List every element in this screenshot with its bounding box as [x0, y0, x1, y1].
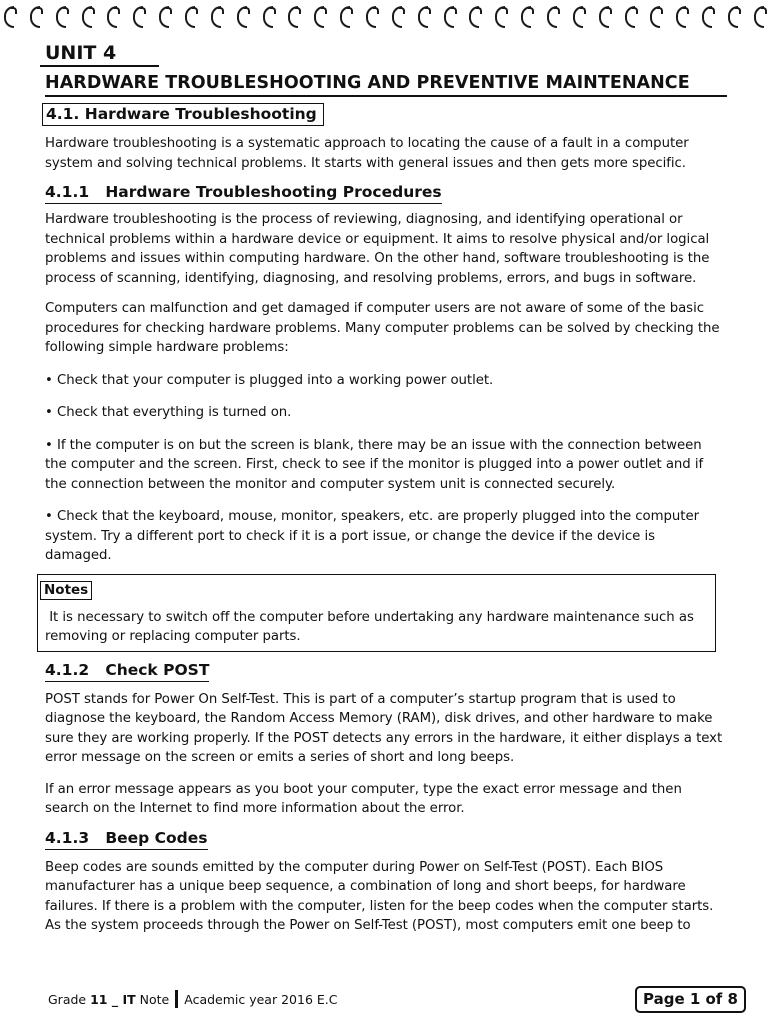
spiral-ring	[288, 6, 298, 28]
section-4-1-1-para-2: Computers can malfunction and get damaged if computer users are not aware of some of the basic procedures for checking hardware problems. Many computer problems can be solved by checking the following simple hardware problems:	[45, 301, 720, 355]
bullet-item: • Check that everything is turned on.	[45, 405, 292, 420]
document-page	[45, 42, 725, 936]
spiral-ring	[237, 6, 247, 28]
spiral-ring	[495, 6, 505, 28]
spiral-ring	[56, 6, 66, 28]
spiral-ring	[392, 6, 402, 28]
footer-grade-prefix: Grade	[48, 991, 91, 1007]
bullet-item: • If the computer is on but the screen is blank, there may be an issue with the connection between the computer and the screen. First, check to see if the monitor is plugged into a power outlet and if the connection between the monitor and computer system unit is connected securely.	[45, 437, 704, 492]
footer-note-word: Note	[135, 991, 170, 1007]
footer-divider	[175, 990, 178, 1008]
notes-box	[37, 574, 716, 652]
footer-academic-year: Academic year 2016 E.C	[184, 991, 338, 1007]
section-4-1-3-para-1: Beep codes are sounds emitted by the computer during Power on Self-Test (POST). Each BIOS manufacturer has a unique beep sequence, a combination of long and short beeps, for hardware failures. If there is a problem with the computer, listen for the beep codes when the computer starts. As the system proceeds through the Power on Self-Test (POST), most computers emit one beep to	[45, 859, 714, 933]
spiral-ring	[418, 6, 428, 28]
spiral-ring	[185, 6, 195, 28]
spiral-ring	[650, 6, 660, 28]
section-4-1-1-para-1: Hardware troubleshooting is the process of reviewing, diagnosing, and identifying operational or technical problems within a hardware device or equipment. It aims to resolve physical and/or logical problems and issues within computing hardware. On the other hand, software troubleshooting is the process of scanning, identifying, diagnosing, and resolving problems, errors, and bugs in software.	[45, 212, 710, 286]
bullet-item: • Check that the keyboard, mouse, monitor, speakers, etc. are properly plugged into the computer system. Try a different port to check if it is a port issue, or change the device if the device is damaged.	[45, 509, 699, 563]
spiral-ring	[573, 6, 583, 28]
spiral-ring	[314, 6, 324, 28]
spiral-ring	[4, 6, 14, 28]
footer-subject: IT	[122, 991, 136, 1007]
spiral-ring	[625, 6, 635, 28]
section-4-1-1-heading: 4.1.1 Hardware Troubleshooting Procedures	[45, 183, 442, 204]
spiral-ring	[82, 6, 92, 28]
spiral-ring	[30, 6, 40, 28]
footer-grade-sep: _	[107, 991, 123, 1007]
spiral-ring	[728, 6, 738, 28]
spiral-ring	[263, 6, 273, 28]
spiral-ring	[159, 6, 169, 28]
section-4-1-2-para-2: If an error message appears as you boot your computer, type the exact error message and then search on the Internet to find more information about the error.	[45, 781, 682, 816]
spiral-binding	[0, 6, 768, 36]
notes-label: Notes	[40, 581, 92, 600]
spiral-ring	[676, 6, 686, 28]
notes-text: It is necessary to switch off the computer before undertaking any hardware maintenance such as removing or replacing computer parts.	[45, 609, 699, 644]
section-4-1-3-heading: 4.1.3 Beep Codes	[45, 829, 208, 850]
unit-title: UNIT 4	[40, 42, 159, 67]
spiral-ring	[702, 6, 712, 28]
spiral-ring	[340, 6, 350, 28]
section-4-1-heading: 4.1. Hardware Troubleshooting	[42, 103, 324, 126]
section-4-1-2-heading: 4.1.2 Check POST	[45, 661, 209, 682]
spiral-ring	[366, 6, 376, 28]
section-4-1-2-para-1: POST stands for Power On Self-Test. This is part of a computer’s startup program that is used to diagnose the keyboard, the Random Access Memory (RAM), disk drives, and other hardware to make sure they are working properly. If the POST detects any errors in the hardware, it either displays a text error message on the screen or emits a series of short and long beeps.	[45, 691, 723, 765]
page-footer	[48, 990, 337, 1008]
spiral-ring	[521, 6, 531, 28]
section-4-1-intro: Hardware troubleshooting is a systematic approach to locating the cause of a fault in a computer system and solving technical problems. It starts with general issues and then gets more specific.	[45, 136, 689, 171]
spiral-ring	[547, 6, 557, 28]
spiral-ring	[599, 6, 609, 28]
spiral-ring	[444, 6, 454, 28]
footer-grade-number: 11	[90, 991, 108, 1007]
page-number-badge: Page 1 of 8	[635, 986, 746, 1013]
spiral-ring	[754, 6, 764, 28]
spiral-ring	[107, 6, 117, 28]
spiral-ring	[211, 6, 221, 28]
main-title: HARDWARE TROUBLESHOOTING AND PREVENTIVE MAINTENANCE	[45, 73, 727, 97]
spiral-ring	[133, 6, 143, 28]
spiral-ring	[469, 6, 479, 28]
bullet-item: • Check that your computer is plugged into a working power outlet.	[45, 372, 494, 388]
